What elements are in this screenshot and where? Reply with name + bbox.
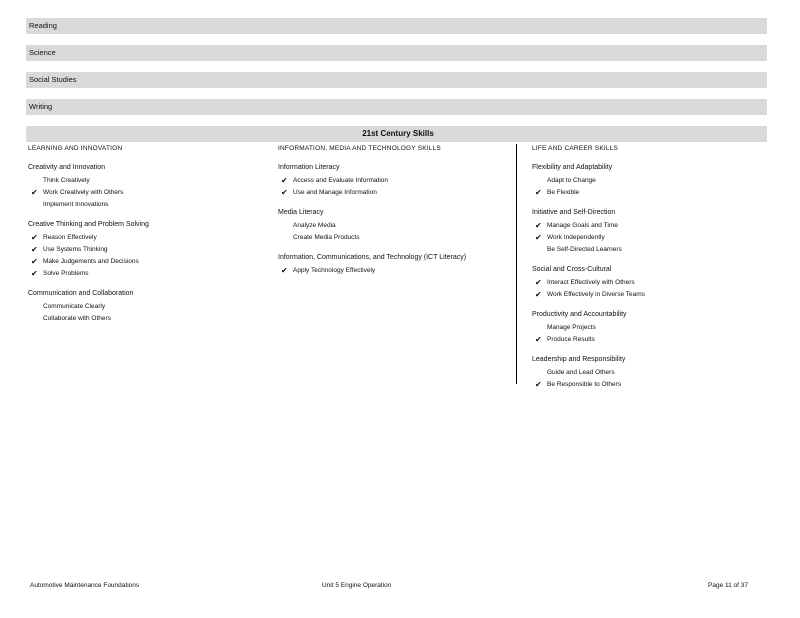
subject-bar-science	[26, 45, 767, 61]
skill-item-checked: ✔ Be Flexible	[532, 187, 762, 199]
skill-group	[532, 265, 762, 301]
column-divider	[516, 144, 517, 384]
skill-item-checked: ✔ Use Systems Thinking	[28, 244, 268, 256]
skill-item-checked: ✔ Use and Manage Information	[278, 187, 508, 199]
skill-item: Be Self-Directed Learners	[547, 246, 622, 253]
subject-bar-reading	[26, 18, 767, 34]
footer-unit: Unit 5 Engine Operation	[322, 582, 392, 589]
skill-group-heading: Productivity and Accountability	[532, 311, 627, 318]
skill-group	[278, 163, 508, 199]
skill-item: Implement Innovations	[43, 201, 109, 208]
skill-group	[28, 220, 268, 280]
century-skills-header	[26, 126, 767, 142]
skill-group	[28, 163, 268, 211]
skill-group	[532, 208, 762, 256]
skill-group-heading: Creativity and Innovation	[28, 164, 106, 171]
column-life-career	[532, 145, 762, 400]
skill-item: Collaborate with Others	[43, 315, 111, 322]
skill-group	[278, 253, 508, 277]
skill-item-checked: ✔ Produce Results	[532, 334, 762, 346]
skill-group-heading: Initiative and Self-Direction	[532, 209, 616, 216]
subject-bar-social-studies	[26, 72, 767, 88]
skill-group-heading: Creative Thinking and Problem Solving	[28, 221, 149, 228]
column-title: LEARNING AND INNOVATION	[28, 145, 123, 152]
century-skills-title: 21st Century Skills	[362, 129, 434, 138]
skill-item-checked: ✔ Make Judgements and Decisions	[28, 256, 268, 268]
footer-page: Page 11 of 37	[708, 582, 748, 589]
skill-item-checked: ✔ Solve Problems	[28, 268, 268, 280]
skill-group	[28, 289, 268, 325]
column-title: INFORMATION, MEDIA AND TECHNOLOGY SKILLS	[278, 145, 441, 152]
column-information-media	[278, 145, 508, 286]
subject-label: Science	[29, 48, 56, 57]
column-learning-innovation	[28, 145, 268, 334]
skill-item-checked: ✔ Work Independently	[532, 232, 762, 244]
skill-group-heading: Social and Cross-Cultural	[532, 266, 612, 273]
skill-item-checked: ✔ Reason Effectively	[28, 232, 268, 244]
skill-item-checked: ✔ Apply Technology Effectively	[278, 265, 508, 277]
skill-item-checked: ✔ Be Responsible to Others	[532, 379, 762, 391]
skill-group	[532, 310, 762, 346]
skill-group	[532, 163, 762, 199]
skill-item-checked: ✔ Interact Effectively with Others	[532, 277, 762, 289]
skill-item: Analyze Media	[293, 222, 336, 229]
skill-group-heading: Media Literacy	[278, 209, 324, 216]
skill-group-heading: Communication and Collaboration	[28, 290, 134, 297]
skill-group-heading: Leadership and Responsibility	[532, 356, 626, 363]
skill-item-checked: ✔ Work Creatively with Others	[28, 187, 268, 199]
skill-group-heading: Information Literacy	[278, 164, 340, 171]
skill-group	[532, 355, 762, 391]
subject-bar-writing	[26, 99, 767, 115]
skill-item-checked: ✔ Manage Goals and Time	[532, 220, 762, 232]
subject-label: Social Studies	[29, 75, 77, 84]
subject-label: Reading	[29, 21, 57, 30]
skill-item: Communicate Clearly	[43, 303, 106, 310]
skill-item-checked: ✔ Work Effectively in Diverse Teams	[532, 289, 762, 301]
skill-item: Create Media Products	[293, 234, 360, 241]
skill-item: Guide and Lead Others	[547, 369, 615, 376]
skill-item-checked: ✔ Access and Evaluate Information	[278, 175, 508, 187]
skill-item: Adapt to Change	[547, 177, 596, 184]
footer-course: Automotive Maintenance Foundations	[30, 582, 140, 589]
skill-group-heading: Flexibility and Adaptability	[532, 164, 613, 171]
column-title: LIFE AND CAREER SKILLS	[532, 145, 619, 152]
skill-item: Manage Projects	[547, 324, 596, 331]
skill-group-heading: Information, Communications, and Technology (ICT Literacy)	[278, 254, 467, 261]
skill-item: Think Creatively	[43, 177, 90, 184]
skill-group	[278, 208, 508, 244]
subject-label: Writing	[29, 102, 53, 111]
